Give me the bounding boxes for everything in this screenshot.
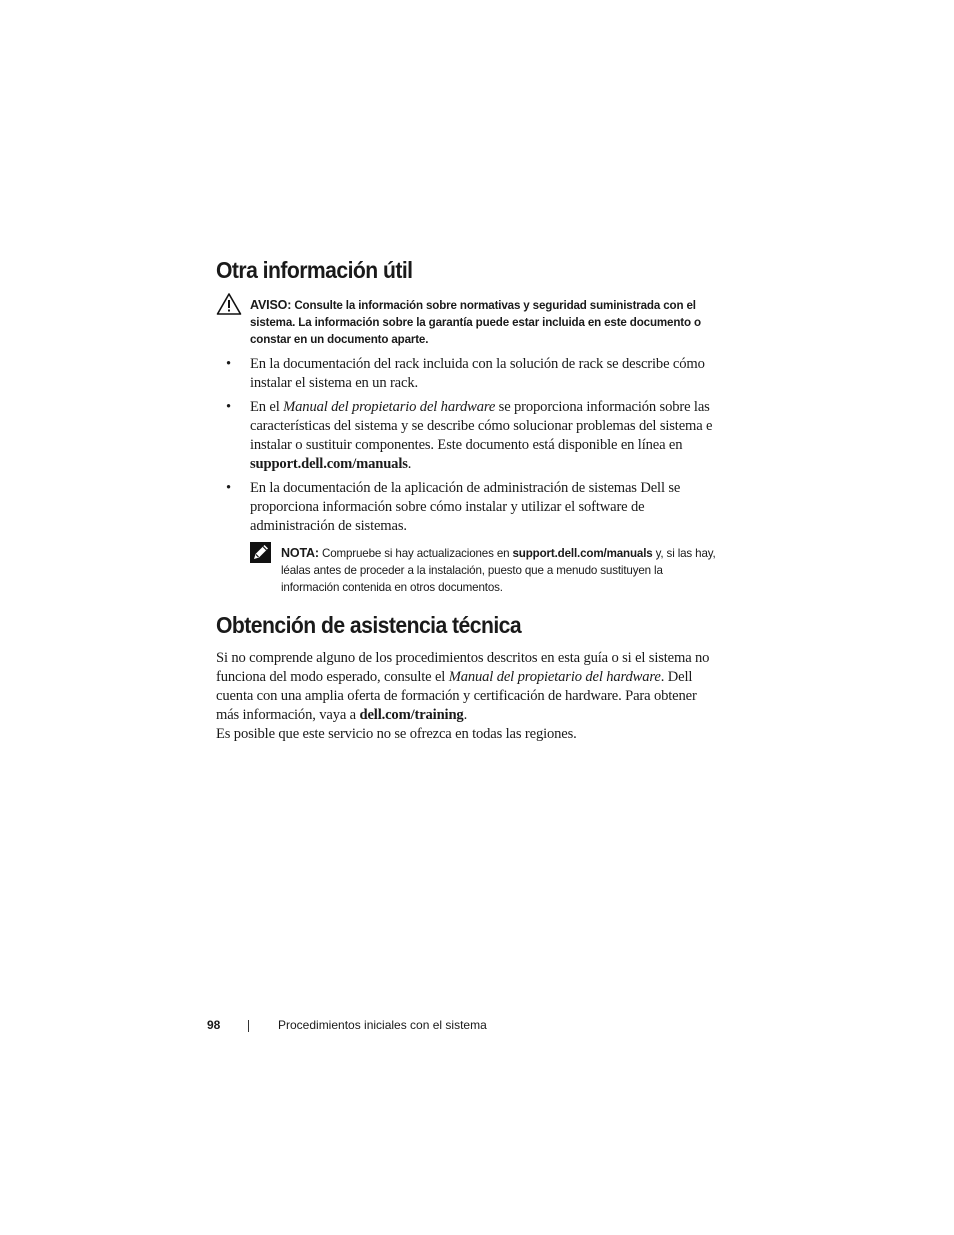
warning-notice [250,297,720,348]
note-label: NOTA: [281,546,319,560]
note-text-part: Compruebe si hay actualizaciones en [318,547,513,560]
note-notice [281,545,721,596]
para-text-part: . [463,707,468,723]
warning-text: Consulte la información sobre normativas y seguridad suministrada con el sistema. La información sobre la garantía puede estar incluida en este documento o constar en un documento aparte. [250,299,701,346]
bullet-text-manual [250,398,725,474]
manual-title-italic: Manual del propietario del hardware [283,399,496,415]
bullet-text-part: . [407,456,412,472]
bullet-dot: • [226,480,232,496]
manual-title-italic: Manual del propietario del hardware [448,669,661,685]
footer-separator [248,1020,249,1032]
para-text-part: . Dell cuenta con una amplia oferta de formación y certificación de hardware. Para obtener más información, vaya a [216,669,697,723]
footer-title: Procedimientos iniciales con el sistema [278,1018,487,1032]
support-paragraph [216,649,716,744]
warning-triangle-icon [216,292,242,316]
bullet-text-rack: En la documentación del rack incluida con la solución de rack se describe cómo instalar el sistema en un rack. [250,356,705,391]
note-pencil-icon [250,542,271,563]
bullet-text-admin: En la documentación de la aplicación de administración de sistemas Dell se proporciona información sobre cómo instalar y utilizar el software de administración de sistemas. [250,480,681,534]
bullet-dot: • [226,356,232,372]
bullet-dot: • [226,399,232,415]
section-title-asistencia: Obtención de asistencia técnica [216,612,522,638]
warning-label: AVISO: [250,298,292,312]
bullet-text-part: En el [250,399,284,415]
bullet-text-part: se proporciona información sobre las características del sistema y se describe cómo solucionar problemas del sistema e instalar o sustituir componentes. Este documento está disponible en línea en [250,399,713,453]
note-support-link[interactable]: support.dell.com/manuals [512,547,653,560]
para-text-part: Es posible que este servicio no se ofrezca en todas las regiones. [216,726,577,742]
section-title-otra-informacion: Otra información útil [216,257,413,283]
page-number: 98 [207,1018,221,1032]
support-link[interactable]: support.dell.com/manuals [250,456,408,472]
training-link[interactable]: dell.com/training [359,707,464,723]
note-text-part: y, si las hay, léalas antes de proceder a la instalación, puesto que a menudo sustituyen la información contenida en otros documentos. [281,547,716,594]
para-text-part: Si no comprende alguno de los procedimientos descritos en esta guía o si el sistema no funciona del modo esperado, consulte el [216,650,710,685]
